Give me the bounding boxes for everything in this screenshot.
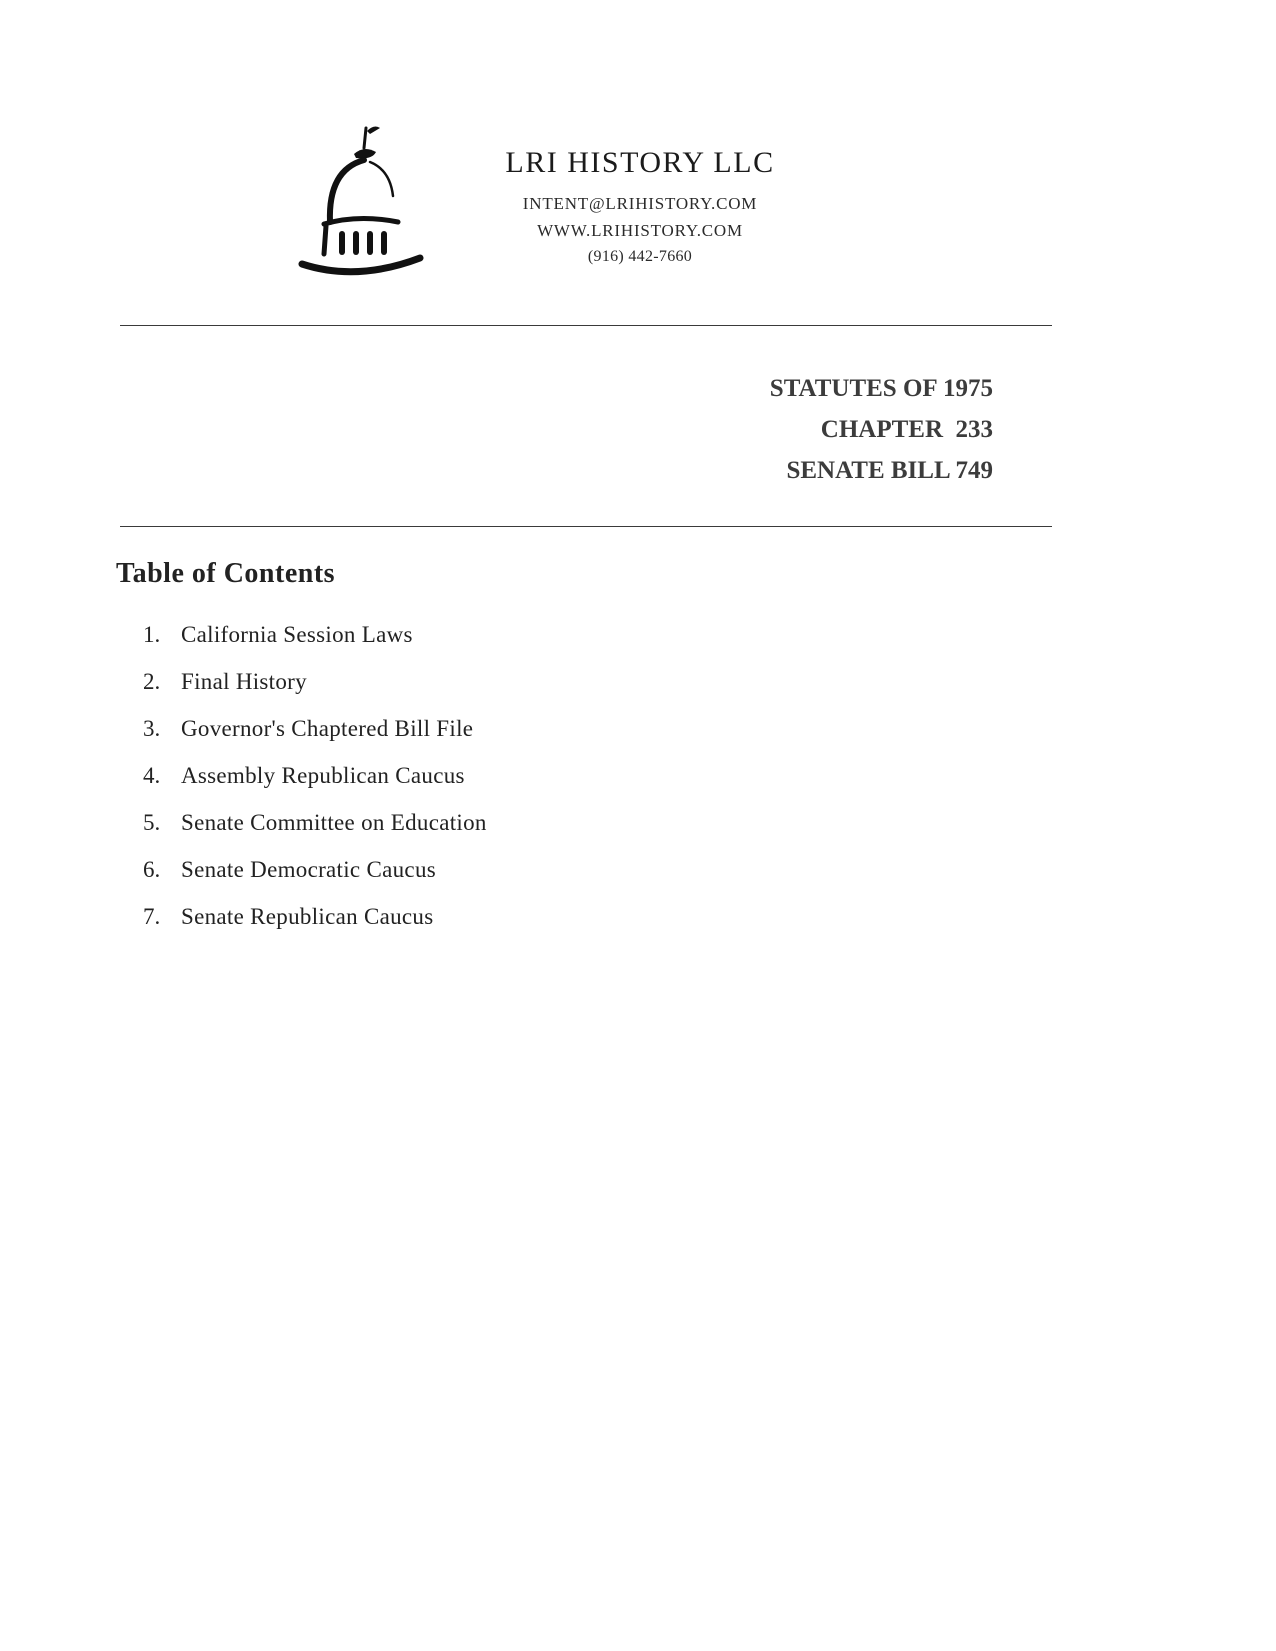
- toc-item-number: 6.: [143, 857, 161, 882]
- toc-item-number: 1.: [143, 622, 161, 647]
- toc-item: [143, 763, 487, 810]
- document-header: [290, 118, 805, 283]
- middle-divider: [120, 526, 1052, 527]
- toc-item-number: 5.: [143, 810, 161, 835]
- company-name: LRI HISTORY LLC: [505, 146, 775, 179]
- toc-item-label: Senate Democratic Caucus: [181, 857, 436, 882]
- senate-bill-line: SENATE BILL 749: [786, 457, 993, 484]
- capitol-dome-logo-icon: [290, 118, 440, 283]
- header-contact-block: [475, 146, 805, 266]
- toc-item-label: California Session Laws: [181, 622, 413, 647]
- phone-text: (916) 442-7660: [587, 248, 693, 265]
- toc-item: [143, 669, 487, 716]
- toc-item: [143, 904, 487, 951]
- top-divider: [120, 325, 1052, 326]
- toc-item-number: 4.: [143, 763, 161, 788]
- statutes-line: STATUTES OF 1975: [769, 375, 993, 402]
- chapter-line: CHAPTER 233: [820, 416, 993, 443]
- toc-item: [143, 810, 487, 857]
- toc-item-number: 7.: [143, 904, 161, 929]
- toc-item-number: 2.: [143, 669, 161, 694]
- toc-list: [143, 622, 487, 951]
- toc-item: [143, 857, 487, 904]
- toc-item-number: 3.: [143, 716, 161, 741]
- toc-item-label: Senate Committee on Education: [181, 810, 487, 835]
- email-text: INTENT@LRIHISTORY.COM: [522, 194, 758, 213]
- toc-item-label: Senate Republican Caucus: [181, 904, 434, 929]
- toc-item: [143, 716, 487, 763]
- toc-item-label: Final History: [181, 669, 307, 694]
- toc-item-label: Governor's Chaptered Bill File: [181, 716, 474, 741]
- toc-heading: Table of Contents: [116, 558, 336, 589]
- toc-item: [143, 622, 487, 669]
- statute-title-block: [770, 368, 993, 491]
- website-text: WWW.LRIHISTORY.COM: [537, 221, 743, 240]
- toc-item-label: Assembly Republican Caucus: [181, 763, 465, 788]
